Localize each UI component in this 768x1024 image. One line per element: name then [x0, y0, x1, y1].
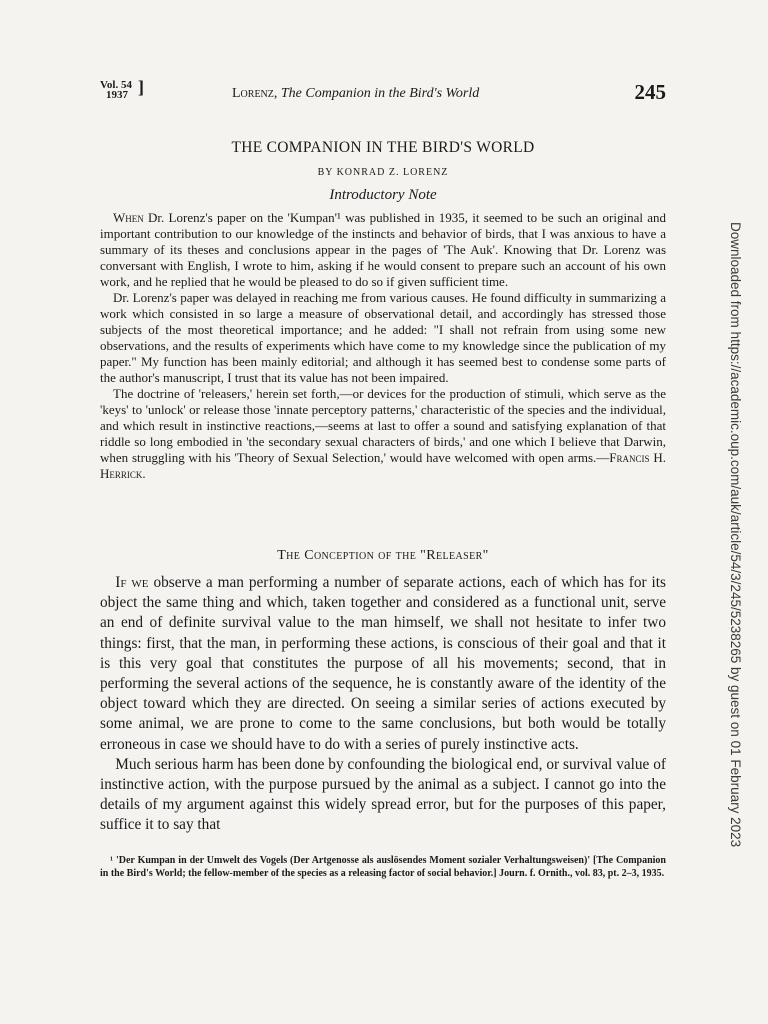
intro-paragraph: [100, 290, 666, 386]
page-number: 245: [634, 80, 666, 104]
intro-paragraph: [100, 210, 666, 290]
footnote-text: ¹ 'Der Kumpan in der Umwelt des Vogels (Der Artgenosse als auslösendes Moment sozialer Verhaltungsweisen)' [The Companion in the Bird's World; the fellow-member of the species as a releasing factor of social behavior.] Journ. f. Ornith., vol. 83, pt. 2–3, 1935.: [100, 855, 666, 879]
article-title: THE COMPANION IN THE BIRD'S WORLD: [231, 139, 535, 156]
intro-p1-text: Dr. Lorenz's paper on the 'Kumpan'¹ was published in 1935, it seemed to be such an original and important contribution to our knowledge of the instincts and behavior of birds, that I was anxious to have a summary of its theses and conclusions appear in the pages of 'The Auk'. Knowing that Dr. Lorenz was conversant with English, I wrote to him, asking if he would consent to prepare such an account of his own work, and he replied that he would be pleased to do so if given sufficient time.: [100, 210, 666, 289]
running-author: Lorenz,: [232, 86, 278, 101]
intro-p3-text: The doctrine of 'releasers,' herein set forth,—or devices for the production of stimuli, which serve as the 'keys' to 'unlock' or release those 'innate perceptory patterns,' characteristic of the species and the individual, and which result in instinctive reactions,—seems at last to offer a sound and satisfying explanation of that riddle so long embodied in 'the secondary sexual characters of birds,' and one which I believe that Darwin, when struggling with his 'Theory of Sexual Selection,' would have welcomed with open arms.—: [100, 386, 666, 465]
volume-number: Vol. 54: [100, 79, 132, 91]
intro-paragraph: [100, 386, 666, 482]
running-title-text: The Companion in the Bird's World: [280, 86, 480, 101]
body-lead: If we: [115, 574, 149, 591]
intro-lead: When: [113, 210, 144, 225]
volume-year: 1937: [106, 89, 128, 101]
volume-info: [100, 77, 144, 101]
byline: BY KONRAD Z. LORENZ: [317, 167, 449, 178]
download-link-text: Downloaded from https://academic.oup.com/auk/article/54/3/245/5238265 by guest on 01 February 2023: [728, 222, 743, 848]
volume-bracket: ]: [138, 77, 144, 97]
section-heading: The Conception of the "Releaser": [277, 548, 489, 563]
body-p1-text: observe a man performing a number of separate actions, each of which has for its object the same thing and which, taken together and considered as a functional unit, serve an end of definite survival value to the man himself, we shall not hesitate to infer two things: first, that the man, in performing these actions, is conscious of their goal and that it is this very goal that constitutes the purpose of all his movements; second, that in performing the several actions of the sequence, he is constantly aware of the identity of the object toward which they are directed. On seeing a similar series of actions executed by some animal, we are prone to come to the same conclusions, but both would be totally erroneous in case we should have to do with a series of purely instinctive acts.: [100, 574, 667, 753]
running-header: [100, 77, 666, 110]
body-p2-text: Much serious harm has been done by confounding the biological end, or survival value of instinctive action, with the purpose pursued by the animal as a subject. I cannot go into the details of my argument against this widely spread error, but for the purposes of this paper, suffice it to say that: [100, 755, 666, 834]
body-paragraph: [100, 573, 666, 755]
intro-heading: Introductory Note: [329, 187, 437, 203]
download-watermark: [726, 222, 746, 848]
main-text: [100, 573, 666, 836]
intro-p2-text: Dr. Lorenz's paper was delayed in reaching me from various causes. He found difficulty in summarizing a work which consisted in so large a measure of observational detail, and accordingly has stressed those subjects of the most theoretical importance; and he added: "I shall not refrain from using some new observations, and the results of experiments which have come to my knowledge since the publication of my paper." My function has been mainly editorial; and although it has seemed best to condense some parts of the author's manuscript, I trust that its value has not been impaired.: [100, 290, 666, 385]
introductory-note: [100, 210, 666, 482]
running-title: [232, 86, 479, 102]
intro-signature: Francis H. Herrick.: [100, 450, 666, 481]
footnote: [100, 854, 666, 880]
body-paragraph: [100, 755, 666, 836]
